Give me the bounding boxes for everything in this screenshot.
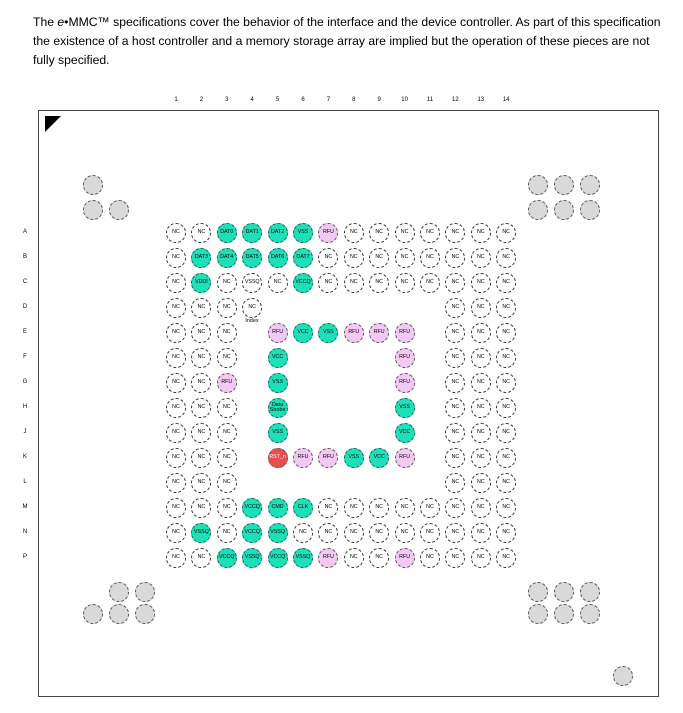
column-header-10: 10 <box>401 97 408 103</box>
ball-G5: VSS <box>268 373 288 393</box>
ball-E3: NC <box>217 323 237 343</box>
ball-C1: NC <box>166 273 186 293</box>
support-ball-13 <box>109 604 129 624</box>
ball-P8: NC <box>344 548 364 568</box>
row-header-J: J <box>23 429 27 435</box>
ball-B10: NC <box>395 248 415 268</box>
support-ball-12 <box>83 604 103 624</box>
ball-B4: DAT5 <box>242 248 262 268</box>
column-header-7: 7 <box>326 97 331 103</box>
support-ball-2 <box>83 200 103 220</box>
ball-P11: NC <box>420 548 440 568</box>
ball-E5: RFU <box>268 323 288 343</box>
intro-brand-italic: e <box>57 15 65 29</box>
support-ball-19 <box>554 604 574 624</box>
ball-K13: NC <box>471 448 491 468</box>
row-header-C: C <box>22 279 28 285</box>
ball-P5: VCCQ <box>268 548 288 568</box>
ball-C12: NC <box>445 273 465 293</box>
ball-N5: VSSQ <box>268 523 288 543</box>
ball-B3: DAT4 <box>217 248 237 268</box>
ball-B8: NC <box>344 248 364 268</box>
ball-F14: NC <box>496 348 516 368</box>
support-ball-7 <box>528 200 548 220</box>
ball-N6: NC <box>293 523 313 543</box>
ball-D2: NC <box>191 298 211 318</box>
support-ball-6 <box>580 175 600 195</box>
ball-D13: NC <box>471 298 491 318</box>
ball-N14: NC <box>496 523 516 543</box>
ball-E8: RFU <box>344 323 364 343</box>
ball-E7: VSS <box>318 323 338 343</box>
ball-P4: VSSQ <box>242 548 262 568</box>
support-ball-9 <box>580 200 600 220</box>
column-header-9: 9 <box>377 97 381 103</box>
ball-E14: NC <box>496 323 516 343</box>
ball-G2: NC <box>191 373 211 393</box>
ball-B6: DAT7 <box>293 248 313 268</box>
support-ball-18 <box>528 604 548 624</box>
ball-J14: NC <box>496 423 516 443</box>
column-header-4: 4 <box>250 97 254 103</box>
ball-F3: NC <box>217 348 237 368</box>
ball-M5: CMD <box>268 498 288 518</box>
row-header-D: D <box>22 304 28 310</box>
ball-A12: NC <box>445 223 465 243</box>
ball-L14: NC <box>496 473 516 493</box>
ball-H2: NC <box>191 398 211 418</box>
ball-F5: VCC <box>268 348 288 368</box>
row-header-K: K <box>22 454 27 460</box>
ball-M3: NC <box>217 498 237 518</box>
ball-D12: NC <box>445 298 465 318</box>
ball-K6: RFU <box>293 448 313 468</box>
support-ball-10 <box>109 582 129 602</box>
ball-C9: NC <box>369 273 389 293</box>
ball-B12: NC <box>445 248 465 268</box>
ball-M10: NC <box>395 498 415 518</box>
ball-B9: NC <box>369 248 389 268</box>
ball-N9: NC <box>369 523 389 543</box>
ball-F1: NC <box>166 348 186 368</box>
ball-M7: NC <box>318 498 338 518</box>
support-ball-15 <box>528 582 548 602</box>
ball-K9: VCC <box>369 448 389 468</box>
row-header-G: G <box>22 379 28 385</box>
ball-H12: NC <box>445 398 465 418</box>
ball-A3: DAT0 <box>217 223 237 243</box>
column-header-6: 6 <box>301 97 305 103</box>
ball-N12: NC <box>445 523 465 543</box>
intro-paragraph <box>33 13 673 70</box>
column-header-14: 14 <box>502 97 510 103</box>
ball-N7: NC <box>318 523 338 543</box>
ball-N10: NC <box>395 523 415 543</box>
ball-J10: VCC <box>395 423 415 443</box>
ball-K7: RFU <box>318 448 338 468</box>
ball-C13: NC <box>471 273 491 293</box>
ball-D3: NC <box>217 298 237 318</box>
support-ball-14 <box>135 604 155 624</box>
ball-F10: RFU <box>395 348 415 368</box>
ball-N4: VCCQ <box>242 523 262 543</box>
intro-prefix: The <box>33 15 58 29</box>
ball-C4: VSSQ <box>242 273 262 293</box>
ball-C10: NC <box>395 273 415 293</box>
ball-M9: NC <box>369 498 389 518</box>
column-header-12: 12 <box>452 97 459 103</box>
ball-N1: NC <box>166 523 186 543</box>
ball-N2: VSSQ <box>191 523 211 543</box>
column-header-8: 8 <box>352 97 356 103</box>
ball-A1: NC <box>166 223 186 243</box>
row-header-P: P <box>22 554 27 560</box>
ball-M6: CLK <box>293 498 313 518</box>
ball-L3: NC <box>217 473 237 493</box>
ball-E10: RFU <box>395 323 415 343</box>
ball-M13: NC <box>471 498 491 518</box>
ball-A10: NC <box>395 223 415 243</box>
ball-F13: NC <box>471 348 491 368</box>
ball-H5: Data Strobe <box>268 398 288 418</box>
ball-G10: RFU <box>395 373 415 393</box>
support-ball-21 <box>613 666 633 686</box>
row-header-E: E <box>22 329 27 335</box>
ball-G14: NC <box>496 373 516 393</box>
column-header-1: 1 <box>174 97 178 103</box>
index-label: Index <box>245 318 259 324</box>
ball-C6: VCCQ <box>293 273 313 293</box>
ball-N3: NC <box>217 523 237 543</box>
ball-B13: NC <box>471 248 491 268</box>
ball-A14: NC <box>496 223 516 243</box>
ball-D1: NC <box>166 298 186 318</box>
ball-H13: NC <box>471 398 491 418</box>
ball-P1: NC <box>166 548 186 568</box>
row-header-N: N <box>22 529 28 535</box>
ball-K8: VSS <box>344 448 364 468</box>
ball-J3: NC <box>217 423 237 443</box>
ball-A6: VSS <box>293 223 313 243</box>
column-header-5: 5 <box>275 97 280 103</box>
column-header-2: 2 <box>199 97 204 103</box>
ball-J1: NC <box>166 423 186 443</box>
ball-G1: NC <box>166 373 186 393</box>
ball-K1: NC <box>166 448 186 468</box>
ball-K3: NC <box>217 448 237 468</box>
ball-B1: NC <box>166 248 186 268</box>
ball-C8: NC <box>344 273 364 293</box>
ball-M2: NC <box>191 498 211 518</box>
ball-P12: NC <box>445 548 465 568</box>
ball-P3: VCCQ <box>217 548 237 568</box>
ball-P9: NC <box>369 548 389 568</box>
ball-H3: NC <box>217 398 237 418</box>
ball-E2: NC <box>191 323 211 343</box>
ball-J12: NC <box>445 423 465 443</box>
ball-K10: RFU <box>395 448 415 468</box>
ball-A5: DAT2 <box>268 223 288 243</box>
ball-P6: VSSQ <box>293 548 313 568</box>
ball-J13: NC <box>471 423 491 443</box>
ball-G13: NC <box>471 373 491 393</box>
ball-A7: RFU <box>318 223 338 243</box>
ball-P2: NC <box>191 548 211 568</box>
ball-E13: NC <box>471 323 491 343</box>
support-ball-1 <box>83 175 103 195</box>
ball-P13: NC <box>471 548 491 568</box>
ball-F2: NC <box>191 348 211 368</box>
row-header-F: F <box>23 354 27 360</box>
support-ball-16 <box>554 582 574 602</box>
ball-J2: NC <box>191 423 211 443</box>
ball-E9: RFU <box>369 323 389 343</box>
ball-D14: NC <box>496 298 516 318</box>
column-header-11: 11 <box>426 97 434 103</box>
support-ball-20 <box>580 604 600 624</box>
ball-A4: DAT1 <box>242 223 262 243</box>
column-header-3: 3 <box>225 97 229 103</box>
ball-E1: NC <box>166 323 186 343</box>
ball-C14: NC <box>496 273 516 293</box>
ball-L2: NC <box>191 473 211 493</box>
support-ball-4 <box>528 175 548 195</box>
ball-B14: NC <box>496 248 516 268</box>
row-header-M: M <box>22 504 28 510</box>
row-header-L: L <box>23 479 27 485</box>
ball-C3: NC <box>217 273 237 293</box>
ball-B11: NC <box>420 248 440 268</box>
support-ball-5 <box>554 175 574 195</box>
ball-C11: NC <box>420 273 440 293</box>
support-ball-11 <box>135 582 155 602</box>
pin1-corner-marker <box>45 116 61 132</box>
ball-J5: VSS <box>268 423 288 443</box>
ball-M12: NC <box>445 498 465 518</box>
ball-K12: NC <box>445 448 465 468</box>
ball-N11: NC <box>420 523 440 543</box>
ball-L12: NC <box>445 473 465 493</box>
ball-C5: NC <box>268 273 288 293</box>
intro-rest: •MMC™ specifications cover the behavior of the interface and the device controller. As part of this specification the existence of a host controller and a memory storage array are implied but the operation of these pieces are not fully specified. <box>33 15 661 67</box>
ball-E6: VCC <box>293 323 313 343</box>
ball-P10: RFU <box>395 548 415 568</box>
support-ball-3 <box>109 200 129 220</box>
ball-M4: VCCQ <box>242 498 262 518</box>
ball-K5: RST_n <box>268 448 288 468</box>
ball-G3: RFU <box>217 373 237 393</box>
ball-L13: NC <box>471 473 491 493</box>
support-ball-8 <box>554 200 574 220</box>
ball-B2: DAT3 <box>191 248 211 268</box>
row-header-A: A <box>22 229 27 235</box>
ball-K14: NC <box>496 448 516 468</box>
ball-H1: NC <box>166 398 186 418</box>
column-header-13: 13 <box>477 97 485 103</box>
ball-C7: NC <box>318 273 338 293</box>
ball-A8: NC <box>344 223 364 243</box>
ball-L1: NC <box>166 473 186 493</box>
ball-M11: NC <box>420 498 440 518</box>
ball-M1: NC <box>166 498 186 518</box>
ball-G12: NC <box>445 373 465 393</box>
ball-F12: NC <box>445 348 465 368</box>
ball-N13: NC <box>471 523 491 543</box>
ball-D4: NC <box>242 298 262 318</box>
ball-M14: NC <box>496 498 516 518</box>
ball-H14: NC <box>496 398 516 418</box>
ball-P14: NC <box>496 548 516 568</box>
ball-N8: NC <box>344 523 364 543</box>
ball-M8: NC <box>344 498 364 518</box>
ball-C2: VDDI <box>191 273 211 293</box>
ball-E12: NC <box>445 323 465 343</box>
support-ball-17 <box>580 582 600 602</box>
ball-A9: NC <box>369 223 389 243</box>
ball-A2: NC <box>191 223 211 243</box>
ball-A13: NC <box>471 223 491 243</box>
row-header-H: H <box>22 404 28 410</box>
ball-K2: NC <box>191 448 211 468</box>
ball-P7: RFU <box>318 548 338 568</box>
ball-H10: VSS <box>395 398 415 418</box>
row-header-B: B <box>22 254 27 260</box>
ball-A11: NC <box>420 223 440 243</box>
ball-B5: DAT6 <box>268 248 288 268</box>
ball-B7: NC <box>318 248 338 268</box>
